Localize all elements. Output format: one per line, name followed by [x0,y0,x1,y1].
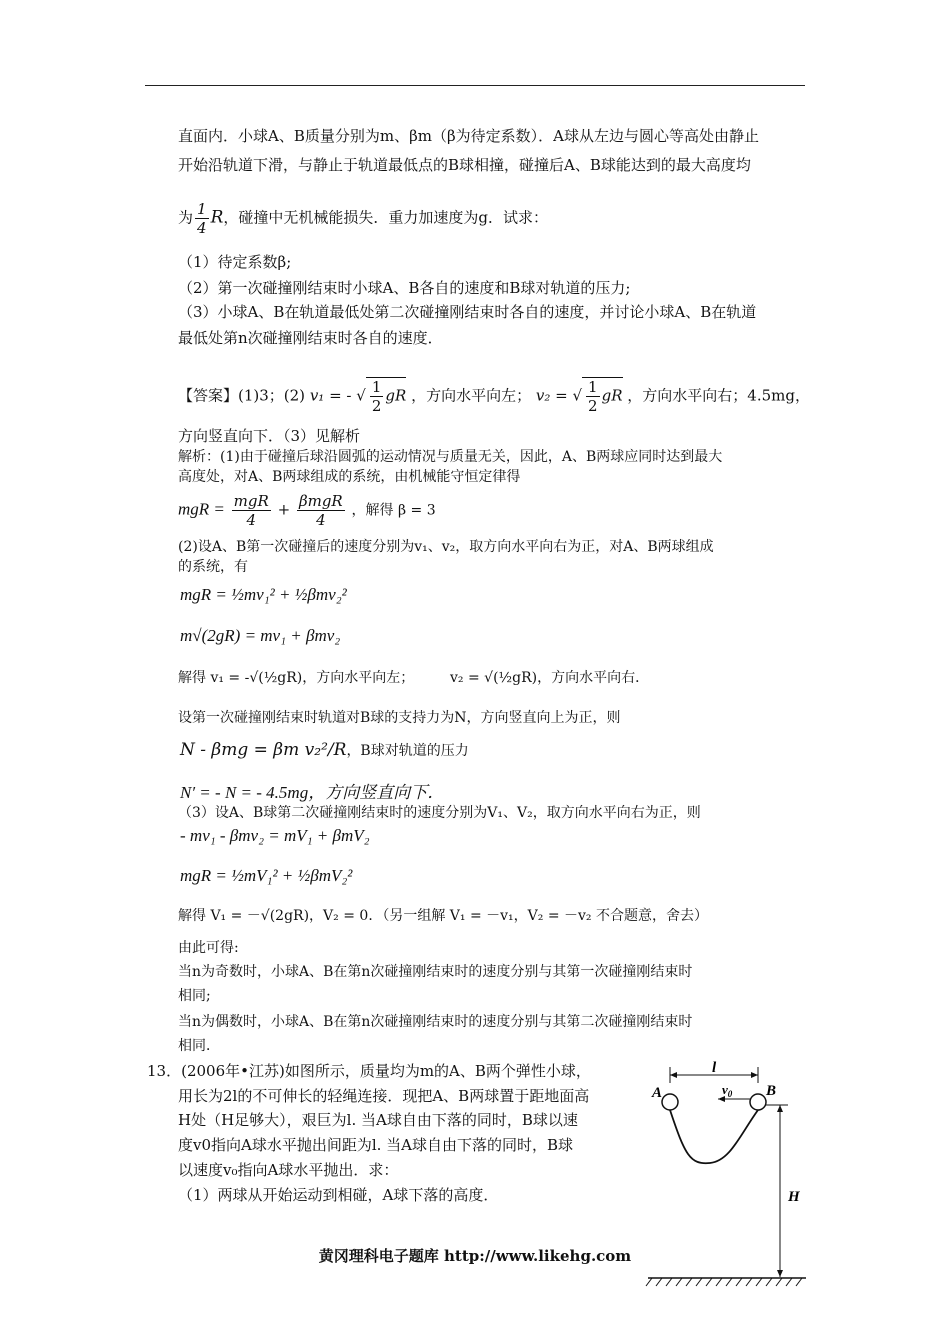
label-h: H [788,1189,800,1205]
problem13-line-3: H处（H足够大），艰巨为l. 当A球自由下落的同时，B球以速 [178,1111,578,1129]
solution-line-6: （3）设A、B球第二次碰撞刚结束时的速度分别为V₁、V₂，取方向水平向右为正，则 [178,805,701,821]
solution-line-8: 当n为奇数时，小球A、B在第n次碰撞刚结束时的速度分别与其第一次碰撞刚结束时 [178,964,693,980]
solution-result: 解得 V₁ = －√(2gR)，V₂ = 0．（另一组解 V₁ = －v₁，V₂ = －v₂ 不合题意，舍去） [178,908,708,924]
equation-normal-force: N - βmg = βm v₂²/R，B球对轨道的压力 [180,740,469,760]
solution-line-1: 解析：(1)由于碰撞后球沿圆弧的运动情况与质量无关，因此，A、B两球应同时达到最大 [178,449,723,465]
question-1: （1）待定系数β; [178,253,292,271]
solution-velocity-a: 解得 v₁ = -√(½gR)，方向水平向左； [178,670,415,686]
problem13-line-4: 度v0指向A球水平抛出间距为l. 当A球自由下落的同时，B球 [178,1136,574,1154]
question-3a: （3）小球A、B在轨道最低处第二次碰撞刚结束时各自的速度，并讨论小球A、B在轨道 [178,303,757,321]
answer-line-1: 【答案】(1)3；(2) v₁ = - √ $\frac{1}{2}$ gR ，方向水平向左； v₂ = √ $\frac{1}{2}$ gR ，方向水平向右；4.5mg， [178,378,810,415]
solution-line-5: 设第一次碰撞刚结束时轨道对B球的支持力为N，方向竖直向上为正，则 [178,710,621,726]
label-b: B [766,1083,777,1099]
problem13-line-2: 用长为2l的不可伸长的轻绳连接．现把A、B两球置于距地面高 [178,1087,590,1105]
equation-energy-2: mgR = ½mv₁² + ½βmv₂² [180,585,347,604]
equation-energy-3: mgR = ½mV₁² + ½βmV₂² [180,866,353,885]
rope [670,1110,758,1163]
header-rule [145,85,805,86]
question-2: （2）第一次碰撞刚结束时小球A、B各自的速度和B球对轨道的压力; [178,279,631,297]
equation-momentum-1: m√(2gR) = mv₁ + βmv₂ [180,626,341,645]
ball-a [662,1094,678,1110]
label-v0: $v_0$ [722,1082,733,1099]
solution-line-2: 高度处，对A、B两球组成的系统，由机械能守恒定律得 [178,469,521,485]
answer-line-2: 方向竖直向下．（3）见解析 [178,427,361,445]
label-l: l [712,1060,717,1076]
intro-line-3: 为 $\frac{1}{4}$ R，碰撞中无机械能损失．重力加速度为g．试求： [178,200,548,237]
intro-line-1: 直面内．小球A、B质量分别为m、βm（β为待定系数）．A球从左边与圆心等高处由静止 [178,127,759,145]
solution-line-10: 当n为偶数时，小球A、B在第n次碰撞刚结束时的速度分别与其第二次碰撞刚结束时 [178,1014,693,1030]
solution-line-9: 相同; [178,988,211,1004]
solution-line-3: (2)设A、B第一次碰撞后的速度分别为v₁、v₂，取方向水平向右为正，对A、B两球组成 [178,539,714,555]
label-a: A [652,1085,663,1101]
equation-momentum-2: - mv₁ - βmv₂ = mV₁ + βmV₂ [180,826,370,845]
equation-pressure: N′ = - N = - 4.5mg，方向竖直向下． [180,783,445,802]
problem13-line-5: 以速度v₀指向A球水平抛出．求： [178,1161,399,1179]
solution-line-11: 相同． [178,1038,220,1054]
problem13-line-1: 13．(2006年•江苏)如图所示，质量均为m的A、B两个弹性小球， [147,1062,591,1080]
question-3b: 最低处第n次碰撞刚结束时各自的速度． [178,329,443,347]
solution-line-7: 由此可得: [178,940,239,956]
solution-velocity-b: v₂ = √(½gR)，方向水平向右． [450,670,650,686]
intro-line-2: 开始沿轨道下滑，与静止于轨道最低点的B球相撞，碰撞后A、B球能达到的最大高度均 [178,156,751,174]
equation-energy-1: mgR = $\frac{\text{mgR}}{4}$ + $\frac{\text{βmgR}}{4}$ ，解得 β = 3 [178,492,436,529]
page-footer: 黄冈理科电子题库 http://www.likehg.com [318,1247,632,1265]
ball-b [750,1094,766,1110]
ground-hatching [646,1278,802,1286]
problem13-line-6: （1）两球从开始运动到相碰，A球下落的高度． [178,1186,499,1204]
solution-line-4: 的系统，有 [178,559,248,575]
